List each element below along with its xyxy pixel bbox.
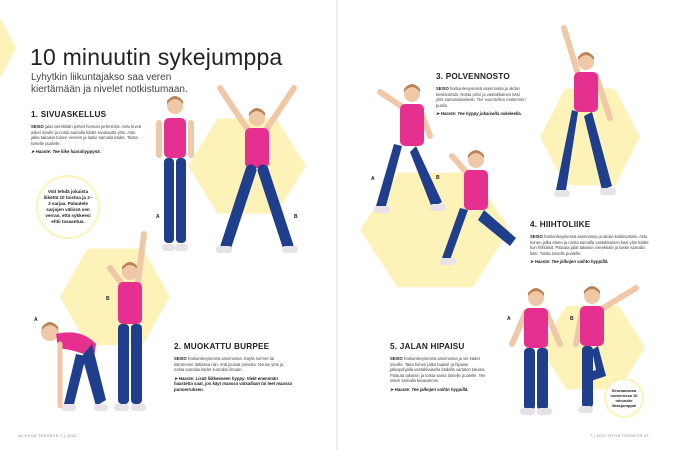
exercise-5-body: hartianlevyisessä asennossa ja vie kädet sivuille. Taita toinen jalka taakse ja hipaise jalkapohjalla vastakkaisella kädellä vartalon takana. Palauta takaisin ja toista sama toiselle puolelle. Tee ottein samalla kiivaammin. <box>390 356 486 384</box>
figure-burpee-b <box>100 232 160 417</box>
label-a-4: A <box>507 316 511 322</box>
footer-left: 46 HYVÄ TERVEYS 7 | 2021 <box>18 433 77 438</box>
exercise-4-body: hartianlevyisessä asennossa ja aktiivi keskivartalo. Astu toinen jalka eteen ja nosta samalla vastakkainen käsi ylös kädet kun hiihtäisit. Palauta jalat takaisin vierekkäin ja laske samalla käsi. Toista toiselle puolelle. <box>530 234 649 256</box>
label-b-4: B <box>570 316 574 322</box>
info-bubble <box>38 177 98 237</box>
exercise-4-lead: SEISO <box>530 234 543 239</box>
exercise-4-title: 4. HIIHTOLIIKE <box>530 220 591 229</box>
label-a-3: A <box>371 176 375 182</box>
label-b-1: B <box>294 214 298 220</box>
exercise-2-body: hartianlevyisessä asennossa. Käytä sormet tai kämmenet lattiassa niin, että jousiat polvista. Nouse ylös ja nosta samalla kädet suoraksi ilmaan. <box>174 356 284 373</box>
info-bubble-text: Voit tehdä jokaista liikettä 10 toistoa ja 2–3 sarjaa. Palautele sarjojen välissä sen verran, että sykkeesi ehtii tasaantua. <box>43 189 93 224</box>
exercise-5-title: 5. JALAN HIPAISU <box>390 342 465 351</box>
footer-right: 7 | 2021 HYVÄ TERVEYS 47 <box>590 433 649 438</box>
label-b-3: B <box>436 175 440 181</box>
exercise-3-title: 3. POLVENNOSTO <box>436 72 510 81</box>
label-a-2: A <box>34 317 38 323</box>
exercise-3-tip: ➤ Haaste: Tee hyppy jokaisella askeleella. <box>436 111 522 117</box>
exercise-1-body: jalat vierekkäin polvet hieman pehmeinä. Astu leveä askel sivulle ja nosta samalla kädet sivukautta ylös. Astu jalka takaisin toisen viereen ja laske samalla kädet. Toista toiselle puolelle. <box>31 124 142 146</box>
exercise-2-tip: ➤ Haaste: Lisää liikkeeseen hyppy. Vielä enemmän haastetta saat, jos käyt maassa vatsallaan tai teet maassa punnerruksen. <box>174 375 292 392</box>
page-spine <box>336 0 338 450</box>
page-title: 10 minuutin sykejumppa <box>30 44 283 70</box>
corner-decoration <box>0 18 16 78</box>
exercise-1 <box>31 110 143 155</box>
figure-kneeraise-b <box>440 148 520 273</box>
figure-ski-a <box>552 26 622 206</box>
figure-heeltouch-b <box>570 286 640 418</box>
exercise-2-lead: SEISO <box>174 356 187 361</box>
exercise-5 <box>390 342 488 393</box>
exercise-1-lead: SEISO <box>31 124 44 129</box>
label-a-1: A <box>156 214 160 220</box>
exercise-4-tip: ➤ Haaste: Tee jalkojen vaihto hyppillä. <box>530 259 609 265</box>
figure-heeltouch-a <box>506 288 566 420</box>
exercise-3-body: hartianlevyisessä asennossa ja aktiivi keskivartalo. Nosta polvi ja vastakkainen käsi ylös samanaikaisesti. Tee vuorotellen molemmin puolin. <box>436 86 526 108</box>
exercise-1-title: 1. SIVUASKELLUS <box>31 110 107 119</box>
exercise-2 <box>174 342 294 393</box>
exercise-5-lead: SEISO <box>390 356 403 361</box>
figure-sidestep-b <box>212 84 302 259</box>
exercise-2-title: 2. MUOKATTU BURPEE <box>174 342 270 351</box>
exercise-4 <box>530 220 650 265</box>
exercise-1-tip: ➤ Haaste: Tee liike haarahyppynä. <box>31 149 101 155</box>
label-b-2: B <box>106 296 110 302</box>
next-issue-text: Seuraavassa numerossa 10 minuutin lihasjumppa! <box>610 388 638 408</box>
page-subtitle: Lyhytkin liikuntajakso saa veren kiertämään ja nivelet notkistumaan. <box>31 72 188 95</box>
exercise-3-lead: SEISO <box>436 86 449 91</box>
exercise-5-tip: ➤ Haaste: Tee jalkojen vaihto hyppillä. <box>390 386 469 392</box>
